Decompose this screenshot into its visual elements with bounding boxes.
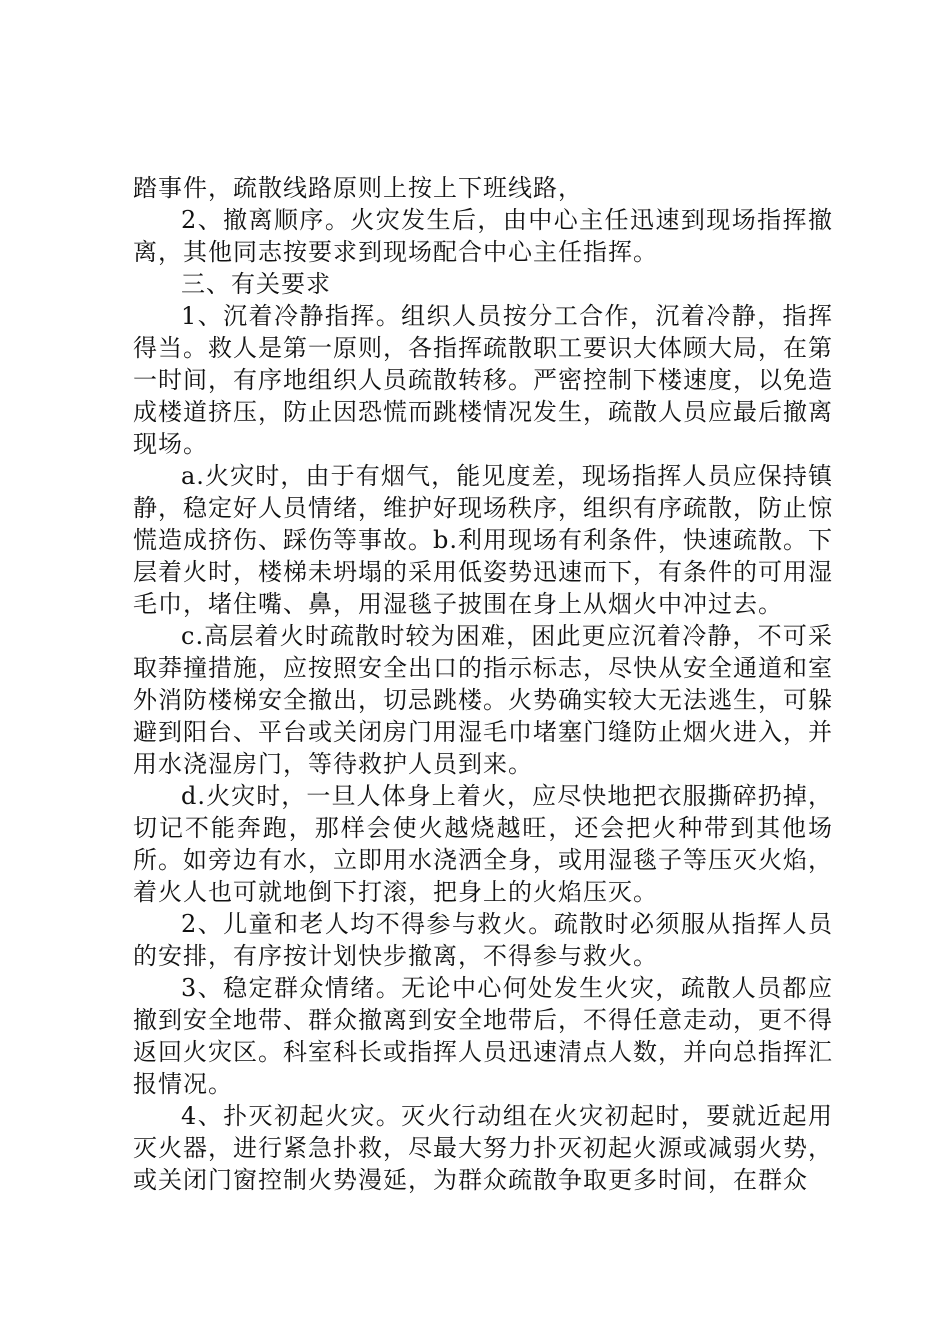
paragraph-6: c.高层着火时疏散时较为困难，困此更应沉着冷静，不可采取莽撞措施，应按照安全出口的指示标志，尽快从安全通道和室外消防楼梯安全撤出，切忌跳楼。火势确实较大无法逃生，可躲避到阳台、平台或关闭房门用湿毛巾堵塞门缝防止烟火进入，并用水浇湿房门，等待救护人员到来。 [133, 622, 833, 778]
paragraph-4: 1、沉着冷静指挥。组织人员按分工合作，沉着冷静，指挥得当。救人是第一原则，各指挥疏散职工要识大体顾大局，在第一时间，有序地组织人员疏散转移。严密控制下楼速度，以免造成楼道挤压，防止因恐慌而跳楼情况发生，疏散人员应最后撤离现场。 [133, 302, 833, 458]
paragraph-9: 3、稳定群众情绪。无论中心何处发生火灾，疏散人员都应撤到安全地带、群众撤离到安全地带后，不得任意走动，更不得返回火灾区。科室科长或指挥人员迅速清点人数，并向总指挥汇报情况。 [133, 974, 833, 1098]
document-body [133, 172, 833, 1196]
paragraph-7: d.火灾时，一旦人体身上着火，应尽快地把衣服撕碎扔掉，切记不能奔跑，那样会使火越烧越旺，还会把火种带到其他场所。如旁边有水，立即用水浇洒全身，或用湿毯子等压灭火焰，着火人也可就地倒下打滚，把身上的火焰压灭。 [133, 782, 833, 906]
paragraph-10: 4、扑灭初起火灾。灭火行动组在火灾初起时，要就近起用灭火器，进行紧急扑救，尽最大努力扑灭初起火源或减弱火势，或关闭门窗控制火势漫延，为群众疏散争取更多时间，在群众 [133, 1102, 833, 1194]
paragraph-5: a.火灾时，由于有烟气，能见度差，现场指挥人员应保持镇静，稳定好人员情绪，维护好现场秩序，组织有序疏散，防止惊慌造成挤伤、踩伤等事故。b.利用现场有利条件，快速疏散。下层着火时，楼梯未坍塌的采用低姿势迅速而下，有条件的可用湿毛巾，堵住嘴、鼻，用湿毯子披围在身上从烟火中冲过去。 [133, 462, 833, 618]
section-heading: 三、有关要求 [181, 270, 331, 298]
paragraph-1: 踏事件，疏散线路原则上按上下班线路， [133, 174, 583, 202]
paragraph-8: 2、儿童和老人均不得参与救火。疏散时必须服从指挥人员的安排，有序按计划快步撤离，不得参与救火。 [133, 910, 833, 970]
paragraph-2: 2、撤离顺序。火灾发生后，由中心主任迅速到现场指挥撤离，其他同志按要求到现场配合中心主任指挥。 [133, 206, 833, 266]
